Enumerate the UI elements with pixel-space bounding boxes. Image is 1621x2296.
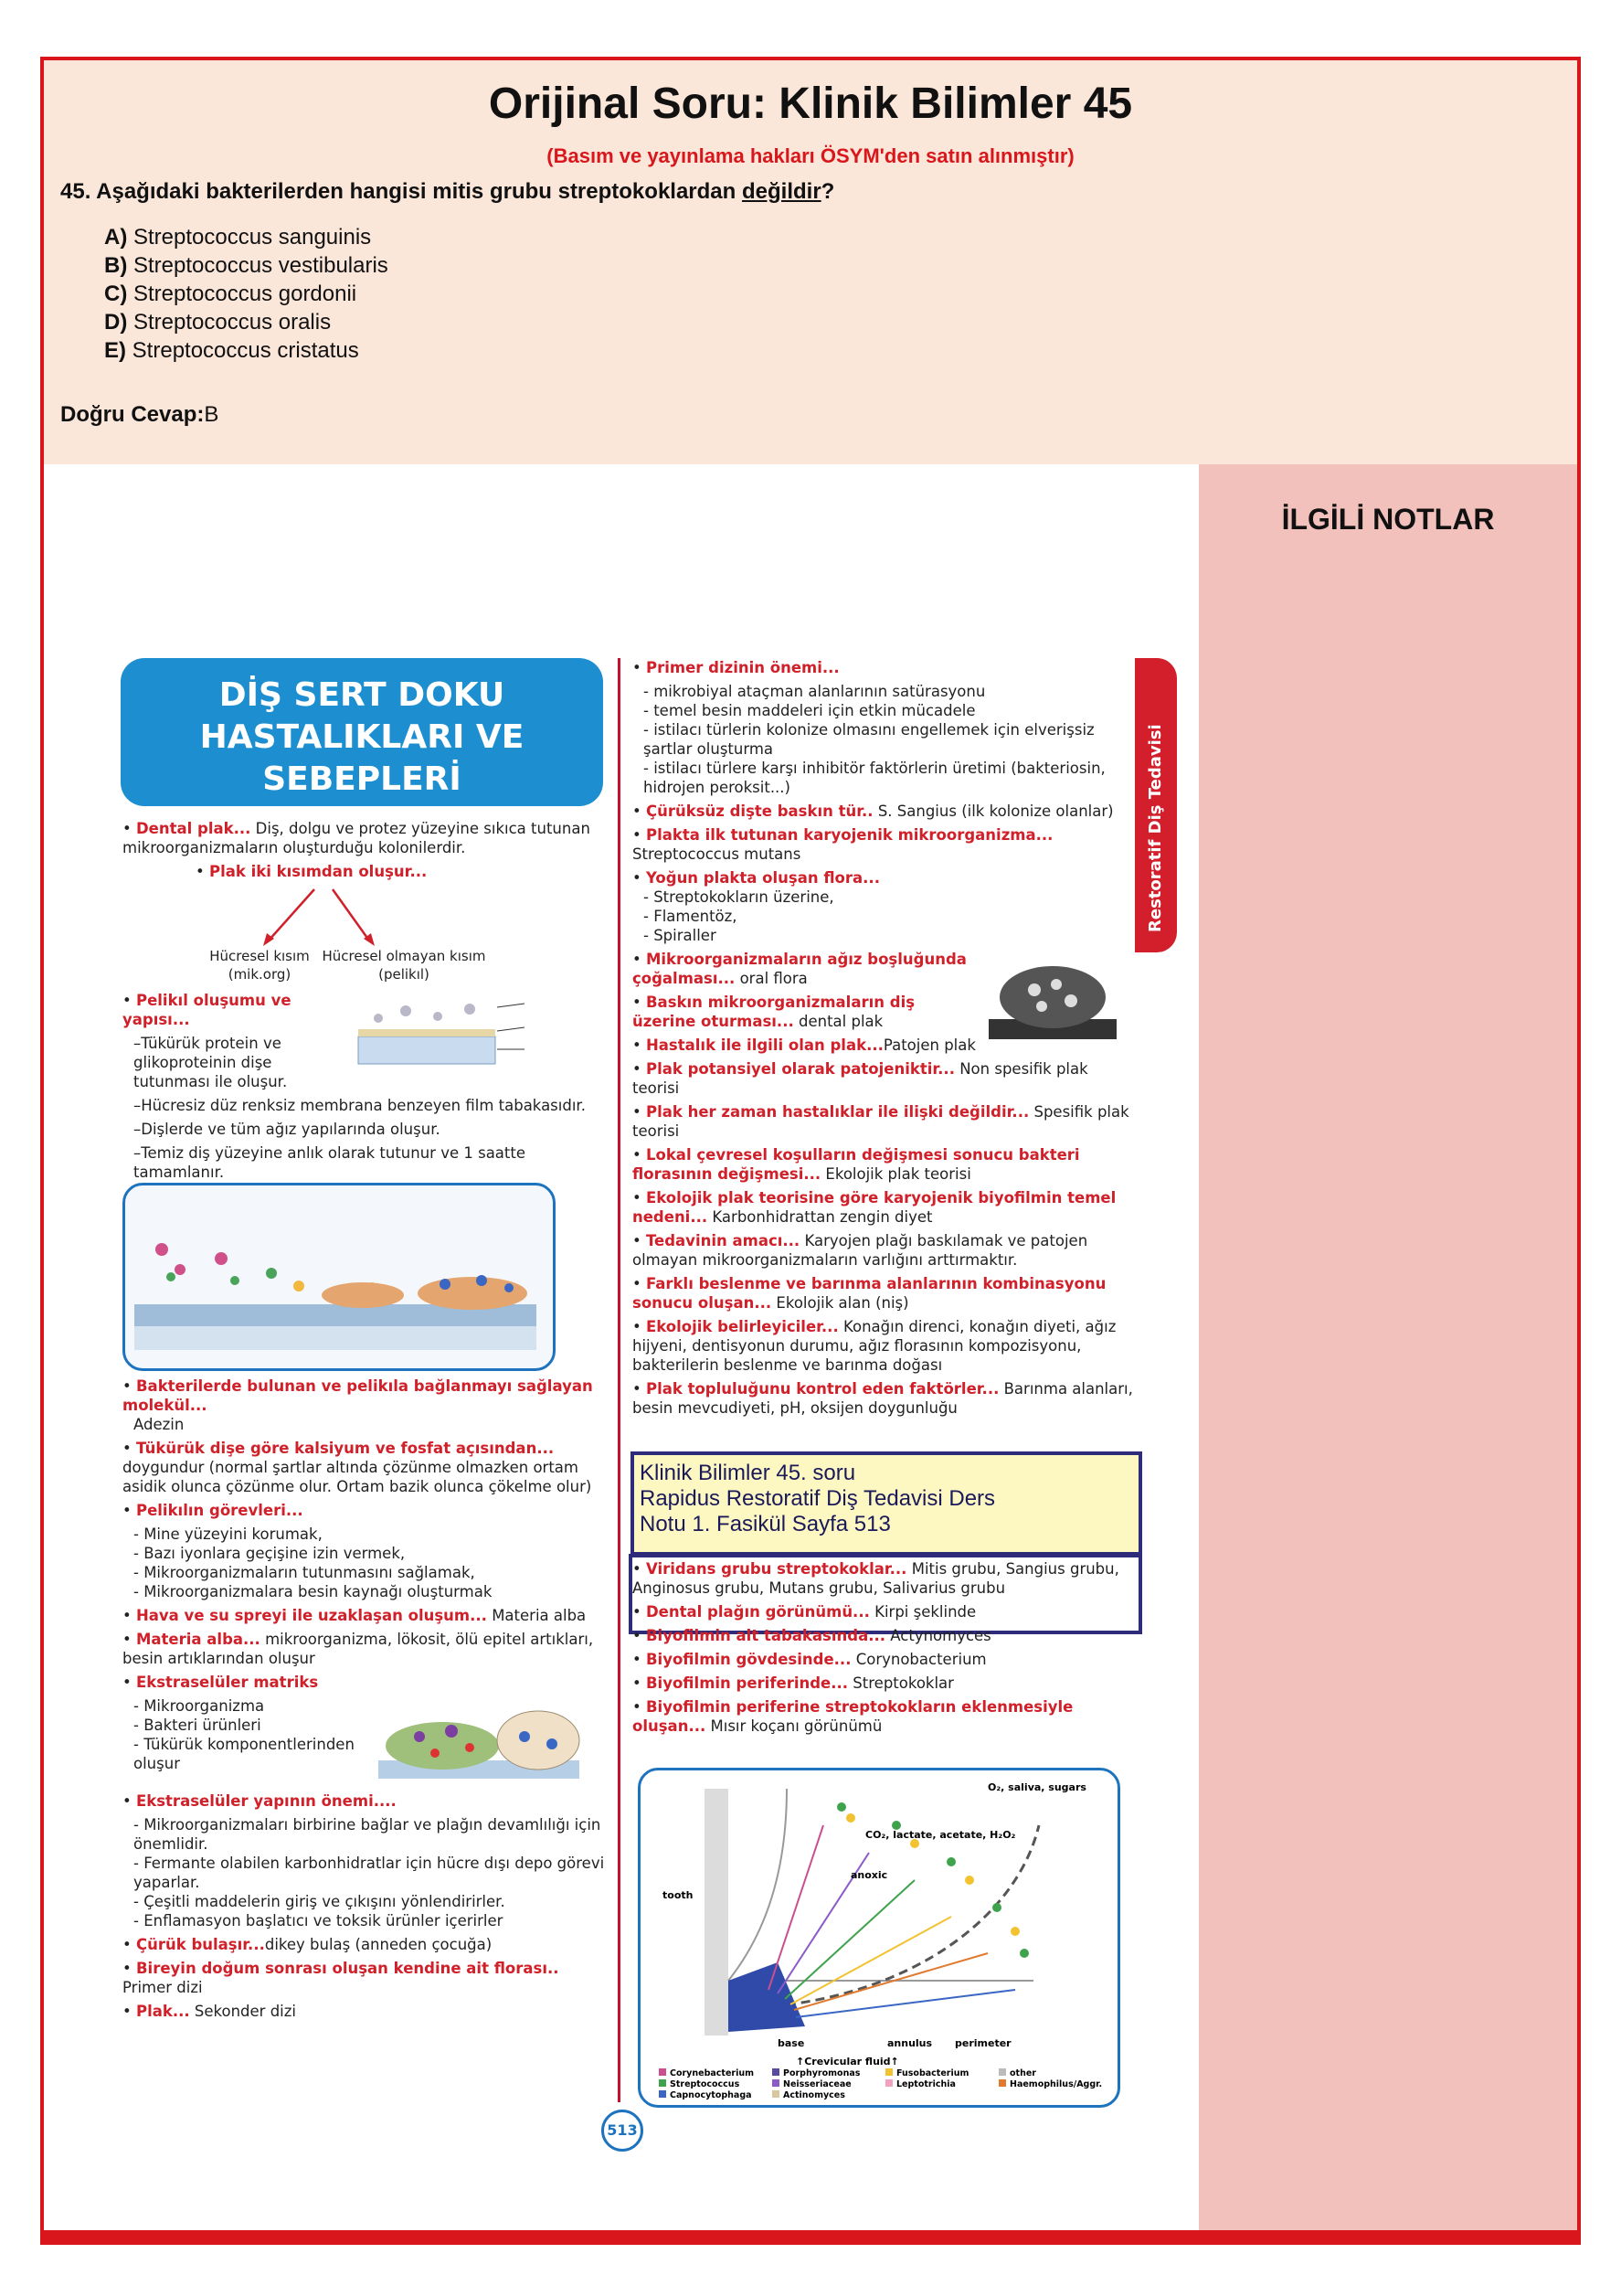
option-d: D) Streptococcus oralis bbox=[104, 310, 332, 335]
question-header bbox=[44, 60, 1577, 464]
legend-label: Fusobacterium bbox=[896, 2068, 969, 2078]
legend-swatch bbox=[772, 2079, 779, 2087]
left-column-lower: • Bakterilerde bulunan ve pelikıla bağlanmayı sağlayan molekül... Adezin • Tükürük dişe göre kalsiyum ve fosfat açısından... doygundur (normal şartlar altında çözünme olmazken ortam asidik olunca çözünme olur. Ortam bazik olunca çökelme olur) • Pelikılın görevleri... - Mine yüzeyini korumak, - Bazı iyonlara geçişine izin vermek, - Mikroorganizmaların tutunmasını sağlamak, - Mikroorganizmalara besin kaynağı oluşturmak • Hava ve su spreyi ile uzaklaşan oluşum... Materia alba • Materia alba... mikroorganizma, lökosit, ölü epitel artıkları, besin artıklarından oluşur • Ekstraselüler matriks - Mikroorganizma - Bakteri ürünleri - Tükürük komponentlerinden oluşur • Ekstraselüler yapının önemi.... - Mikroorganizmaları birbirine bağlar ve plağın devamlılığı için önemlidir. - Fermante olabilen karbonhidratlar için hücre dışı depo görevi yaparlar. - Çeşitli maddelerin giriş ve çıkışını yönlendirirler. - Enflamasyon başlatıcı ve toksik ürünler içerirler • Çürük bulaşır...dikey bulaş (anneden çocuğa) • Bireyin doğum sonrası oluşan kendine ait florası.. Primer dizi • Plak... Sekonder dizi bbox=[122, 1377, 609, 2025]
right-column-lower: • Viridans grubu streptokoklar... Mitis grubu, Sangius grubu, Anginosus grubu, Mutans grubu, Salivarius grubu • Dental plağın görünümü... Kirpi şeklinde • Biyofilmin alt tabakasında... Actynomyces • Biyofilmin gövdesinde... Corynobacterium • Biyofilmin periferinde... Streptokoklar • Biyofilmin periferine streptokokların eklenmesiyle oluşan... Mısır koçanı görünümü bbox=[632, 1560, 1119, 1735]
anoxic-label: anoxic bbox=[851, 1869, 888, 1881]
legend-label: other bbox=[1010, 2068, 1036, 2078]
bottom-bar bbox=[40, 2230, 1581, 2245]
question-prefix: 45. Aşağıdaki bakterilerden hangisi mitis grubu streptokoklardan bbox=[60, 179, 742, 204]
legend-swatch bbox=[659, 2090, 666, 2098]
option-a: A) Streptococcus sanguinis bbox=[104, 225, 372, 250]
right-column: • Primer dizinin önemi... - mikrobiyal ataçman alanlarının satürasyonu - temel besin maddeleri için etkin mücadele - istilacı türlerin kolonize olmasını engellemek için elverişsiz şartlar oluşturma - istilacı türlere karşı inhibitör faktörlerin üretimi (bakteriosin, hidrojen peroksit...) • Çürüksüz dişte baskın tür.. S. Sangius (ilk kolonize olanlar) • Plakta ilk tutunan karyojenik mikroorganizma... Streptococcus mutans • Yoğun plakta oluşan flora... - Streptokokların üzerine, - Flamentöz, - Spiraller • Mikroorganizmaların ağız boşluğunda çoğalması... oral flora • Baskın mikroorganizmaların diş üzerine oturması... dental plak • Hastalık ile ilgili olan plak...Patojen plak • Plak potansiyel olarak patojeniktir... Non spesifik plak teorisi • Plak her zaman hastalıklar ile ilişki değildir... Spesifik plak teorisi • Lokal çevresel koşulların değişmesi sonucu bakteri florasının değişmesi... Ekolojik plak teorisi • Ekolojik plak teorisine göre karyojenik biyofilmin temel nedeni... Karbonhidrattan zengin diyet • Tedavinin amacı... Karyojen plağı baskılamak ve patojen olmayan mikroorganizmaların varlığını arttırmaktır. • Farklı beslenme ve barınma alanlarının kombinasyonu sonucu oluşan... Ekolojik alan (niş) • Ekolojik belirleyiciler... Konağın direnci, konağın diyeti, ağız hijyeni, dentisyonun durumu, ağız florasının kompozisyonu, bakterilerin beslenme ve barınma doğası • Plak topluluğunu kontrol eden faktörler... Barınma alanları, besin mevcudiyeti, pH, oksijen doygunluğu bbox=[632, 659, 1133, 1417]
legend-label: Haemophilus/Aggr. bbox=[1010, 2079, 1103, 2089]
legend-swatch bbox=[999, 2079, 1006, 2087]
perimeter-label: perimeter bbox=[955, 2037, 1012, 2049]
callout-line-2: Rapidus Restoratif Diş Tedavisi Ders bbox=[640, 1486, 996, 1511]
legend-swatch bbox=[885, 2068, 893, 2076]
correct-answer: Doğru Cevap:B bbox=[60, 402, 219, 427]
legend-label: Actinomyces bbox=[783, 2090, 845, 2100]
base-label: base bbox=[778, 2037, 805, 2049]
option-b: B) Streptococcus vestibularis bbox=[104, 253, 388, 278]
plak-arrows-diagram bbox=[122, 886, 609, 986]
answer-options bbox=[104, 223, 388, 365]
column-divider bbox=[618, 658, 620, 2102]
legend-swatch bbox=[772, 2090, 779, 2098]
hucresel-olmayan-label: Hücresel olmayan kısım bbox=[322, 948, 486, 964]
legend-swatch bbox=[772, 2068, 779, 2076]
legend-label: Streptococcus bbox=[670, 2079, 740, 2089]
plaque-illustration bbox=[980, 950, 1126, 1050]
o2-label: O₂, saliva, sugars bbox=[988, 1781, 1086, 1793]
legend-swatch bbox=[659, 2068, 666, 2076]
chapter-tab: Restoratif Diş Tedavisi bbox=[1135, 658, 1177, 952]
hucresel-label: Hücresel kısım bbox=[209, 948, 310, 964]
callout-line-3: Notu 1. Fasikül Sayfa 513 bbox=[640, 1512, 891, 1536]
page-title: Orijinal Soru: Klinik Bilimler 45 bbox=[488, 80, 1133, 128]
question-text bbox=[60, 179, 834, 205]
annulus-label: annulus bbox=[887, 2037, 933, 2049]
legend-label: Capnocytophaga bbox=[670, 2090, 752, 2100]
chapter-banner: DİŞ SERT DOKU HASTALIKLARI VE SEBEPLERİ bbox=[121, 658, 603, 806]
notes-column bbox=[1199, 464, 1577, 2230]
co2-label: CO₂, lactate, acetate, H₂O₂ bbox=[865, 1829, 1016, 1841]
biofilm-matrix-illustration bbox=[369, 1673, 588, 1791]
tooth-label: tooth bbox=[662, 1889, 694, 1901]
question-suffix: ? bbox=[821, 179, 835, 204]
pelikil-section: • Pelikıl oluşumu ve yapısı... –Tükürük protein ve glikoproteinin dişe tutunması ile oluşur. bbox=[122, 991, 609, 1096]
biofilm-structure-figure bbox=[638, 1768, 1120, 2108]
option-e: E) Streptococcus cristatus bbox=[104, 338, 359, 363]
legend-swatch bbox=[885, 2079, 893, 2087]
copyright-note: (Basım ve yayınlama hakları ÖSYM'den satın alınmıştır) bbox=[546, 144, 1075, 167]
svg-text:(pelikıl): (pelikıl) bbox=[378, 966, 429, 983]
reference-callout bbox=[630, 1451, 1142, 1556]
plak-iki-note: • Plak iki kısımdan oluşur... bbox=[196, 863, 428, 880]
legend-label: Neisseriaceae bbox=[783, 2079, 852, 2089]
legend-label: Porphyromonas bbox=[783, 2068, 861, 2078]
option-c: C) Streptococcus gordonii bbox=[104, 282, 357, 306]
legend-swatch bbox=[999, 2068, 1006, 2076]
page-number: 513 bbox=[601, 2110, 643, 2152]
legend-swatch bbox=[659, 2079, 666, 2087]
question-underlined: değildir bbox=[741, 179, 821, 204]
notes-title: İLGİLİ NOTLAR bbox=[1281, 503, 1495, 536]
oral-flora-section: • Mikroorganizmaların ağız boşluğunda çoğalması... oral flora • Baskın mikroorganizmaların diş üzerine oturması... dental plak • Hastalık ile ilgili olan plak...Patojen plak bbox=[632, 950, 1133, 1059]
left-column: • Dental plak... Diş, dolgu ve protez yüzeyine sıkıca tutunan mikroorganizmaların oluşturduğu kolonilerdir. • Plak iki kısımdan oluşur... Hücresel kısım (mik.org) Hücresel olmayan kısım (pelikıl) • Pelikıl oluşumu ve yapısı... –Tükürük protein ve glikoproteinin dişe tutunması ile oluşur. –Hücresiz düz renksiz membrana benzeyen film tabakasıdır. –Dişlerde ve tüm ağız yapılarında oluşur. –Temiz diş yüzeyine anlık olarak tutunur ve 1 saatte tamamlanır. bbox=[122, 819, 609, 1186]
callout-line-1: Klinik Bilimler 45. soru bbox=[640, 1461, 856, 1485]
matriks-section: • Ekstraselüler matriks - Mikroorganizma - Bakteri ürünleri - Tükürük komponentlerinden oluşur bbox=[122, 1673, 609, 1791]
svg-text:(mik.org): (mik.org) bbox=[228, 966, 291, 983]
legend-label: Leptotrichia bbox=[896, 2079, 956, 2089]
dental-plak-note: • Dental plak... Diş, dolgu ve protez yüzeyine sıkıca tutunan mikroorganizmaların oluşturduğu kolonilerdir. bbox=[122, 820, 590, 856]
legend-label: Corynebacterium bbox=[670, 2068, 755, 2078]
crevicular-label: ↑Crevicular fluid↑ bbox=[796, 2056, 899, 2067]
pelikil-illustration bbox=[351, 991, 579, 1073]
biofilm-legend bbox=[659, 2068, 1102, 2100]
pelicle-formation-figure bbox=[122, 1183, 556, 1371]
